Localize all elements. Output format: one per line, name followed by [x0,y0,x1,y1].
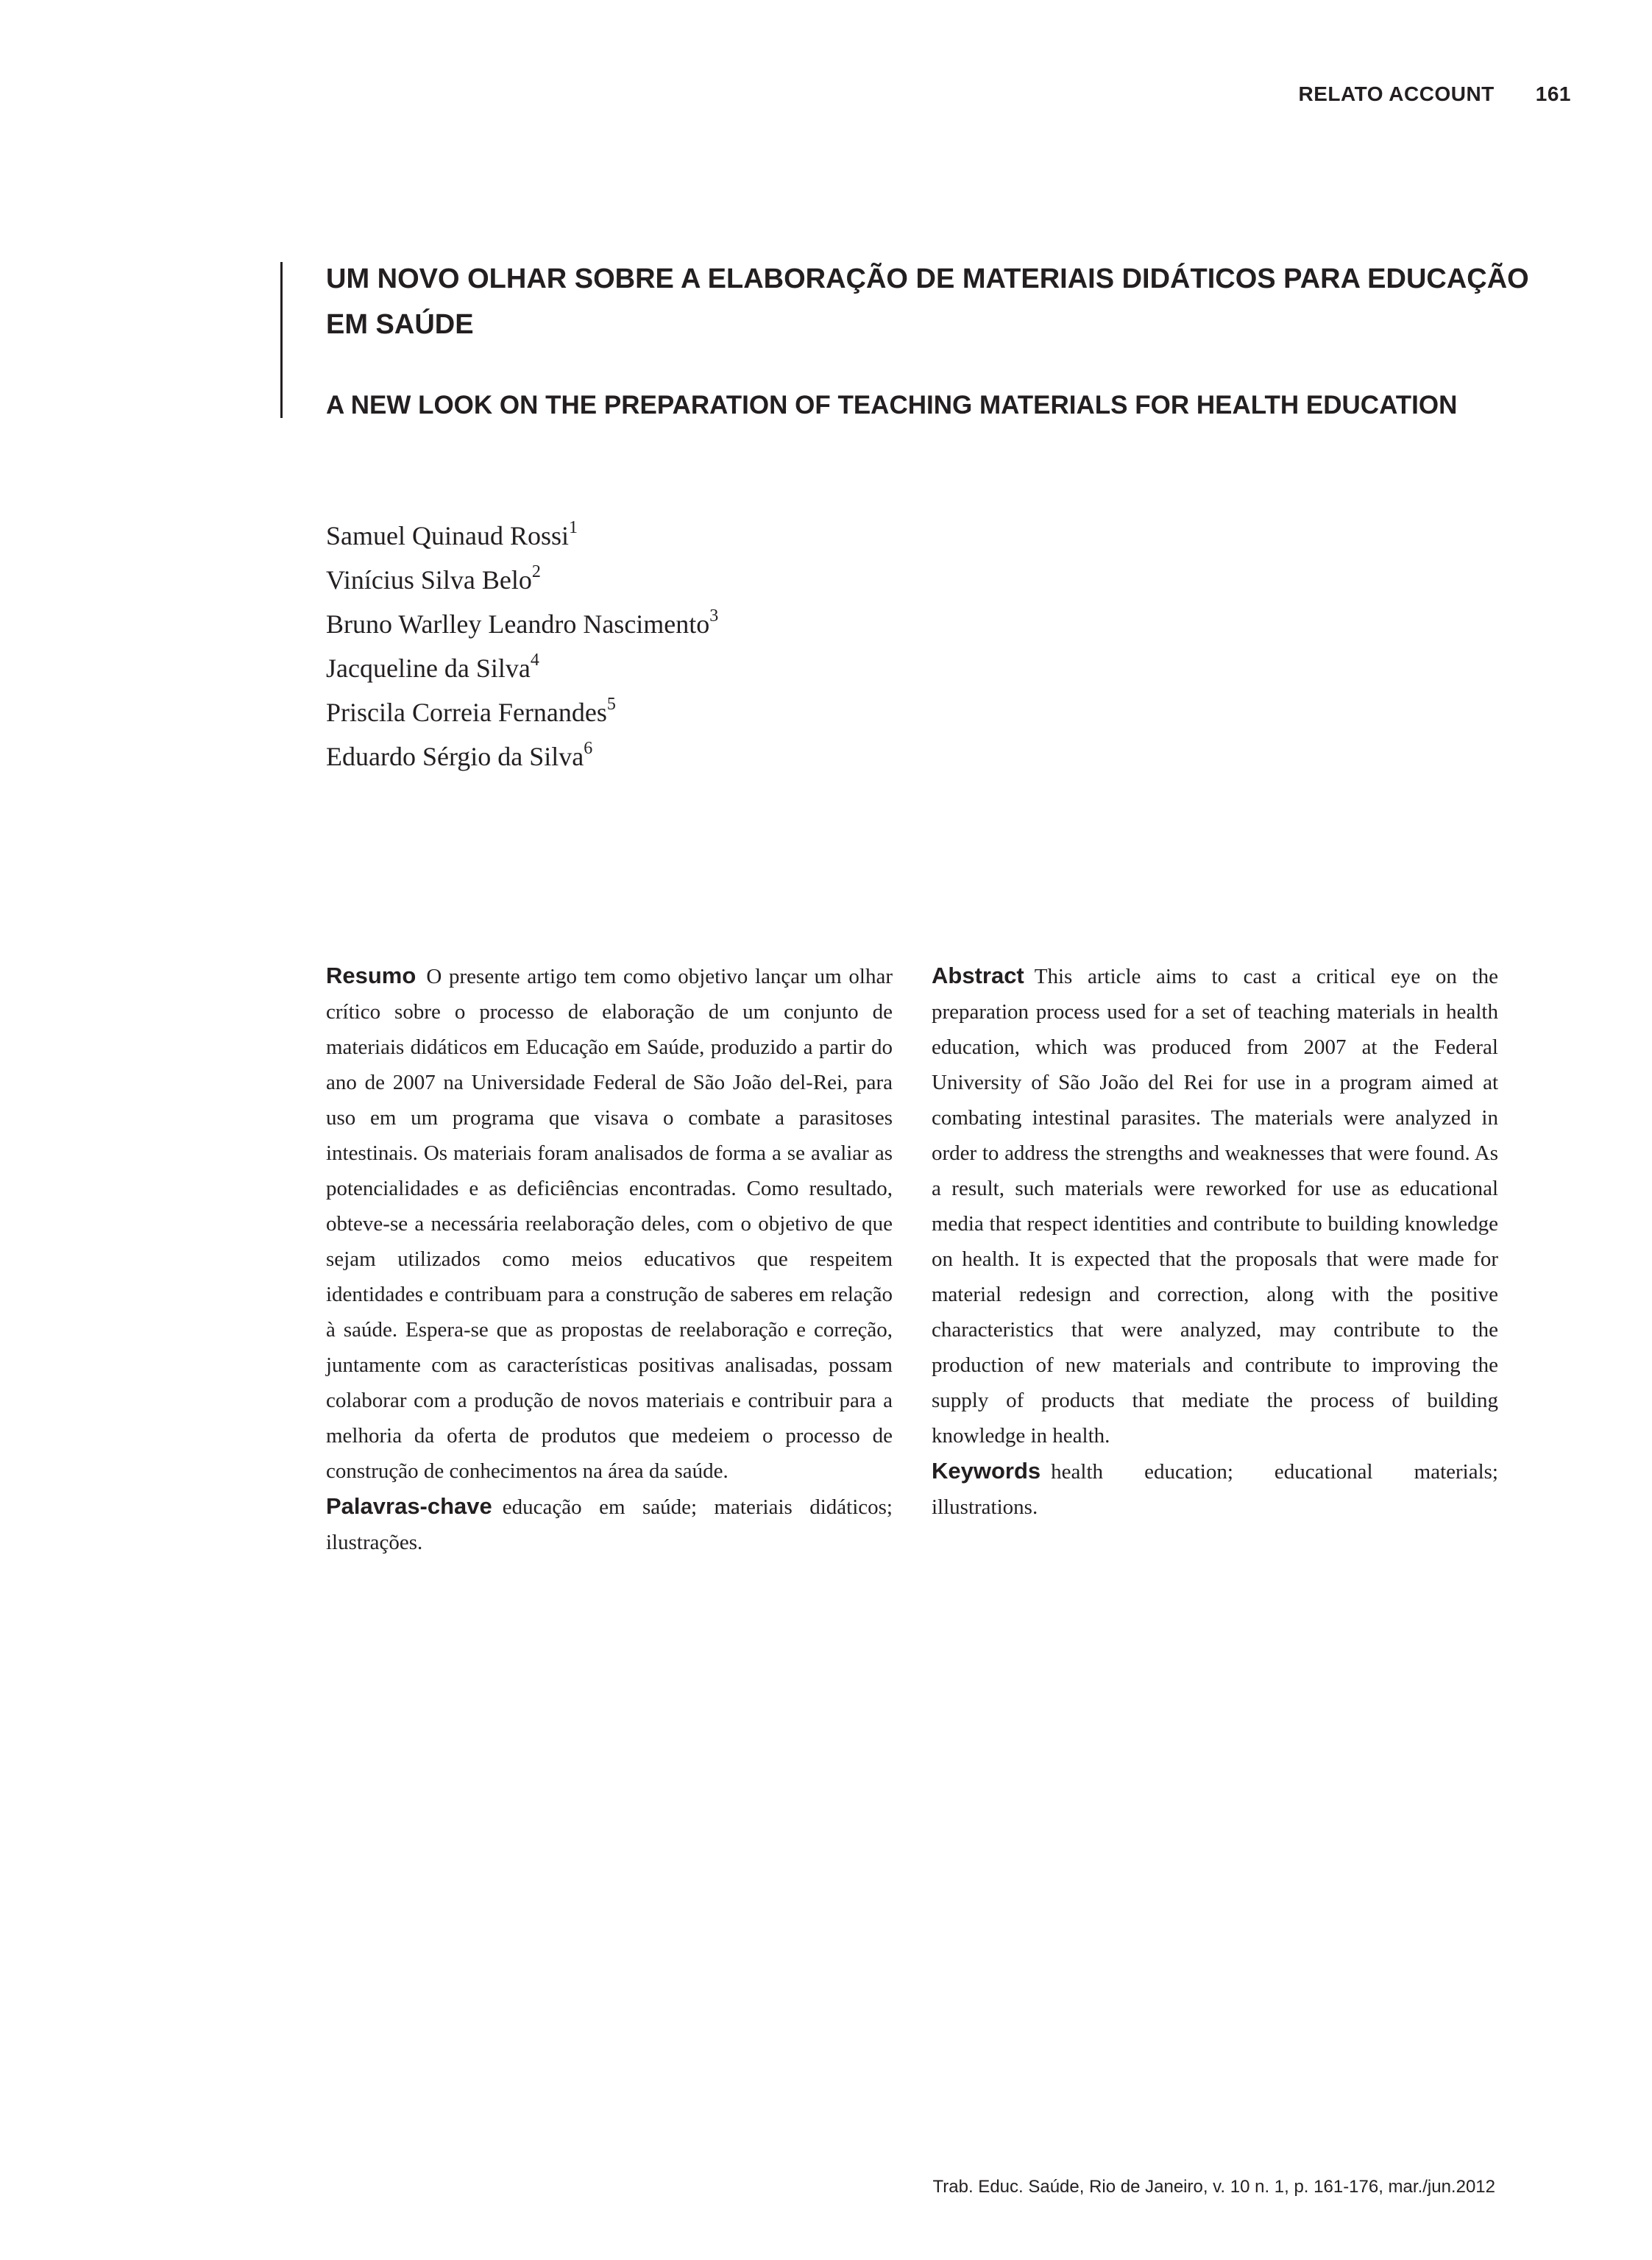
affiliation-marker: 4 [530,651,539,670]
affiliation-marker: 1 [569,518,578,537]
palavras-chave-label: Palavras-chave [326,1493,492,1519]
abstract-paragraph [932,958,1498,1453]
resumo-paragraph [326,958,893,1489]
author: Priscila Correia Fernandes$^5$ [326,695,616,727]
resumo-column [326,958,893,1560]
palavras-chave-paragraph [326,1489,893,1560]
keywords-text: health education; educational materials; illustrations. [932,1460,1498,1519]
footer-citation: Trab. Educ. Saúde, Rio de Janeiro, v. 10 n. 1, p. 161-176, mar./jun.2012 [932,2177,1495,2197]
author: Samuel Quinaud Rossi$^1$ [326,518,578,550]
running-header [1299,82,1571,106]
affiliation-marker: 5 [606,695,616,714]
abstract-text: This article aims to cast a critical eye on the preparation process used for a set of teaching materials in health education, which was produced from 2007 at the Federal University of São João del Rei for use in a program aimed at combating intestinal parasites. The materials were analyzed in order to address the strengths and weaknesses that were found. As a result, such materials were reworked for use as educational media that respect identities and contribute to building knowledge on health. It is expected that the proposals that were made for material redesign and correction, along with the positive characteristics that were analyzed, may contribute to the production of new materials and contribute to improving the supply of products that mediate the process of building knowledge in health. [932,965,1498,1448]
keywords-paragraph [932,1453,1498,1525]
keywords-label: Keywords [932,1458,1041,1484]
author: Eduardo Sérgio da Silva$^6$ [326,739,593,771]
affiliation-marker: 3 [709,606,719,626]
title-english: A NEW LOOK ON THE PREPARATION OF TEACHING MATERIALS FOR HEALTH EDUCATION [326,391,1458,419]
page-number: 161 [1535,82,1571,105]
title-rule [280,262,283,418]
palavras-chave-text: educação em saúde; materiais didáticos; ilustrações. [326,1495,893,1554]
author: Bruno Warlley Leandro Nascimento$^3$ [326,606,719,639]
abstract-column [932,958,1498,1525]
affiliation-marker: 6 [584,739,593,758]
resumo-text: O presente artigo tem como objetivo lançar um olhar crítico sobre o processo de elaboração de um conjunto de materiais didáticos em Educação em Saúde, produzido a partir do ano de 2007 na Universidade Federal de São João del-Rei, para uso em um programa que visava o combate a parasitoses intestinais. Os materiais foram analisados de forma a se avaliar as potencialidades e as deficiências encontradas. Como resultado, obteve-se a necessária reelaboração deles, com o objetivo de que sejam utilizados como meios educativos que respeitem identidades e contribuam para a construção de saberes em relação à saúde. Espera-se que as propostas de reelaboração e correção, juntamente com as características positivas analisadas, possam colaborar com a produção de novos materiais e contribuir para a melhoria da oferta de produtos que medeiem o processo de construção de conhecimentos na área da saúde. [326,965,893,1483]
author: Jacqueline da Silva$^4$ [326,651,539,683]
title-portuguese: UM NOVO OLHAR SOBRE A ELABORAÇÃO DE MATERIAIS DIDÁTICOS PARA EDUCAÇÃO EM SAÚDE [326,263,1529,340]
section-label: RELATO ACCOUNT [1298,82,1495,105]
resumo-label: Resumo [326,963,416,988]
abstract-label: Abstract [932,963,1024,988]
author-list [326,514,718,779]
author: Vinícius Silva Belo$^2$ [326,562,541,595]
affiliation-marker: 2 [531,562,541,581]
